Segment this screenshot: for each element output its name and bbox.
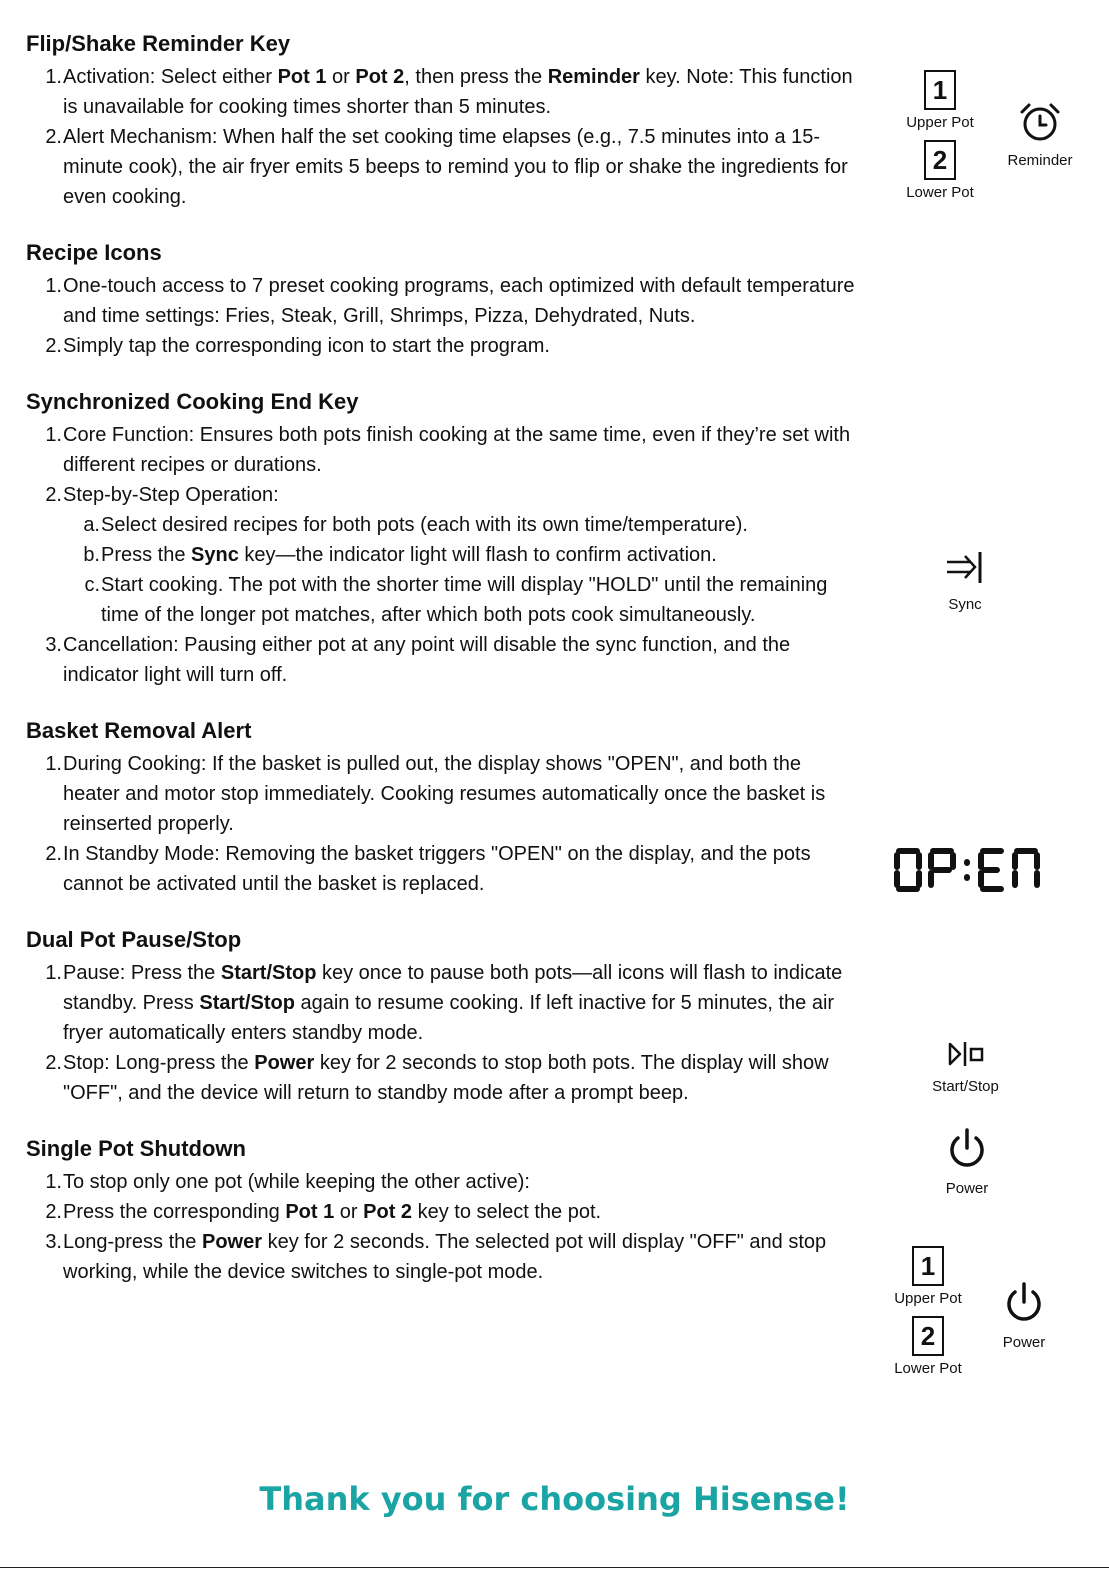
list-item <box>26 1197 856 1227</box>
body-text: One-touch access to 7 preset cooking programs, each optimized with default temperature and time settings: Fries, Steak, Grill, Shrimps, Pizza, Dehydrated, Nuts. <box>63 275 855 327</box>
power-icon <box>945 1126 989 1172</box>
numbered-list <box>26 62 856 212</box>
list-number: 2. <box>45 843 62 865</box>
list-item <box>26 630 856 690</box>
body-text: key for 2 seconds to stop both pots. The display will show "OFF", and the device will return to standby mode after a prompt beep. <box>63 1052 829 1104</box>
list-number: 1. <box>45 275 62 297</box>
list-item <box>26 1227 856 1287</box>
instruction-section <box>26 28 856 212</box>
thank-you-footer: Thank you for choosing Hisense! <box>259 1480 850 1518</box>
list-number: 2. <box>45 1052 62 1074</box>
key-name-bold: Pot 1 <box>277 66 327 88</box>
pot-select-icons <box>895 70 985 202</box>
body-text: key—the indicator light will flash to confirm activation. <box>238 544 717 566</box>
section-heading: Synchronized Cooking End Key <box>26 389 359 414</box>
list-item <box>26 122 856 212</box>
key-name-bold: Power <box>201 1231 263 1253</box>
list-item <box>26 749 856 839</box>
section-heading: Recipe Icons <box>26 240 162 265</box>
power-label: Power <box>945 1180 989 1197</box>
body-text: key once to pause both pots—all icons will flash to indicate standby. Press <box>63 962 843 1014</box>
body-text: In Standby Mode: Removing the basket triggers "OPEN" on the display, and the pots cannot be activated until the basket is replaced. <box>63 843 811 895</box>
sync-key <box>935 548 995 614</box>
start-stop-label: Start/Stop <box>932 1078 999 1095</box>
list-number: 3. <box>45 1231 62 1253</box>
reminder-label: Reminder <box>1007 152 1073 169</box>
list-item <box>26 331 856 361</box>
instruction-section <box>26 386 856 690</box>
section-heading: Dual Pot Pause/Stop <box>26 927 242 952</box>
pot-1-key-icon: 1 <box>912 1246 944 1286</box>
key-name-bold: Sync <box>191 544 239 566</box>
list-number: 1. <box>45 1171 62 1193</box>
body-text: Activation: Select either <box>63 66 278 88</box>
numbered-list <box>26 749 856 899</box>
open-display-indicator <box>893 845 1043 895</box>
lower-pot-label: Lower Pot <box>906 184 974 201</box>
body-text: To stop only one pot (while keeping the other active): <box>63 1171 530 1193</box>
list-number: 2. <box>45 484 62 506</box>
body-text: key for 2 seconds. The selected pot will display "OFF" and stop working, while the device switches to single-pot mode. <box>63 1231 827 1283</box>
body-text: or <box>326 66 356 88</box>
start-stop-key <box>918 1038 1013 1096</box>
body-text: Cancellation: Pausing either pot at any point will disable the sync function, and the indicator light will turn off. <box>63 634 791 686</box>
key-name-bold: Power <box>254 1052 315 1074</box>
body-text: Pause: Press the <box>63 962 221 984</box>
body-text: , then press the <box>404 66 548 88</box>
list-item <box>26 271 856 331</box>
body-text: Long-press the <box>63 1231 202 1253</box>
sync-icon <box>943 548 987 588</box>
list-item <box>26 1167 856 1197</box>
list-number: 2. <box>45 1201 62 1223</box>
power-label: Power <box>1002 1334 1046 1351</box>
upper-pot-label: Upper Pot <box>894 1290 962 1307</box>
list-number: 1. <box>45 753 62 775</box>
body-text: Stop: Long-press the <box>63 1052 255 1074</box>
body-text: Select desired recipes for both pots (each with its own time/temperature). <box>101 514 748 536</box>
body-text: Start cooking. The pot with the shorter time will display "HOLD" until the remaining time of the longer pot matches, after which both pots cook simultaneously. <box>101 574 828 626</box>
power-key-single <box>993 1280 1055 1352</box>
instruction-section <box>26 924 856 1108</box>
reminder-key <box>1000 100 1080 170</box>
sync-label: Sync <box>948 596 982 613</box>
section-heading: Basket Removal Alert <box>26 718 252 743</box>
list-number: 1. <box>45 424 62 446</box>
alarm-clock-icon <box>1016 100 1064 144</box>
list-item <box>26 839 856 899</box>
upper-pot-label: Upper Pot <box>906 114 974 131</box>
list-item <box>26 1048 856 1108</box>
list-item <box>26 62 856 122</box>
instructions-content <box>26 28 856 1312</box>
key-name-bold: Start/Stop <box>220 962 317 984</box>
list-item <box>26 480 856 510</box>
seven-segment-open-icon <box>893 845 1043 895</box>
list-number: 1. <box>45 962 62 984</box>
body-text: During Cooking: If the basket is pulled out, the display shows "OPEN", and both the heater and motor stop immediately. Cooking resumes automatically once the basket is reinserted properly. <box>63 753 826 835</box>
body-text: Core Function: Ensures both pots finish cooking at the same time, even if they’re set with different recipes or durations. <box>63 424 851 476</box>
list-item <box>26 420 856 480</box>
body-text: or <box>334 1201 364 1223</box>
lower-pot-label: Lower Pot <box>894 1360 962 1377</box>
list-item <box>26 958 856 1048</box>
body-text: Simply tap the corresponding icon to start the program. <box>63 335 550 357</box>
body-text: Step-by-Step Operation: <box>63 484 279 506</box>
section-heading: Single Pot Shutdown <box>26 1136 246 1161</box>
pot-2-key-icon: 2 <box>912 1316 944 1356</box>
sub-list-item <box>26 540 856 570</box>
key-name-bold: Pot 2 <box>363 1201 413 1223</box>
single-pot-icons <box>883 1246 973 1378</box>
body-text: Press the <box>101 544 192 566</box>
play-pause-icon <box>942 1038 990 1070</box>
body-text: key. Note: This function is unavailable for cooking times shorter than 5 minutes. <box>63 66 853 118</box>
power-key-dual <box>936 1126 998 1198</box>
key-name-bold: Start/Stop <box>199 992 295 1014</box>
instruction-section <box>26 715 856 899</box>
sub-list-letter: c. <box>84 574 100 596</box>
sub-list-item <box>26 570 856 630</box>
sub-list-letter: b. <box>83 544 100 566</box>
section-heading: Flip/Shake Reminder Key <box>26 31 291 56</box>
sub-list-item <box>26 510 856 540</box>
pot-2-key-icon: 2 <box>924 140 956 180</box>
list-number: 3. <box>45 634 62 656</box>
numbered-list <box>26 420 856 690</box>
numbered-list <box>26 958 856 1108</box>
body-text: Press the corresponding <box>63 1201 286 1223</box>
body-text: key to select the pot. <box>412 1201 602 1223</box>
footer-divider <box>0 1567 1109 1568</box>
instruction-section <box>26 1133 856 1287</box>
numbered-list <box>26 271 856 361</box>
key-name-bold: Reminder <box>547 66 640 88</box>
list-number: 2. <box>45 335 62 357</box>
body-text: Alert Mechanism: When half the set cooking time elapses (e.g., 7.5 minutes into a 15-minute cook), the air fryer emits 5 beeps to remind you to flip or shake the ingredients for even cooking. <box>63 126 848 208</box>
sub-list-letter: a. <box>83 514 100 536</box>
list-number: 2. <box>45 126 62 148</box>
power-icon <box>1002 1280 1046 1326</box>
list-number: 1. <box>45 66 62 88</box>
numbered-list <box>26 1167 856 1287</box>
instruction-section <box>26 237 856 361</box>
body-text: again to resume cooking. If left inactive for 5 minutes, the air fryer automatically enters standby mode. <box>63 992 835 1044</box>
key-name-bold: Pot 1 <box>285 1201 335 1223</box>
pot-1-key-icon: 1 <box>924 70 956 110</box>
key-name-bold: Pot 2 <box>355 66 405 88</box>
